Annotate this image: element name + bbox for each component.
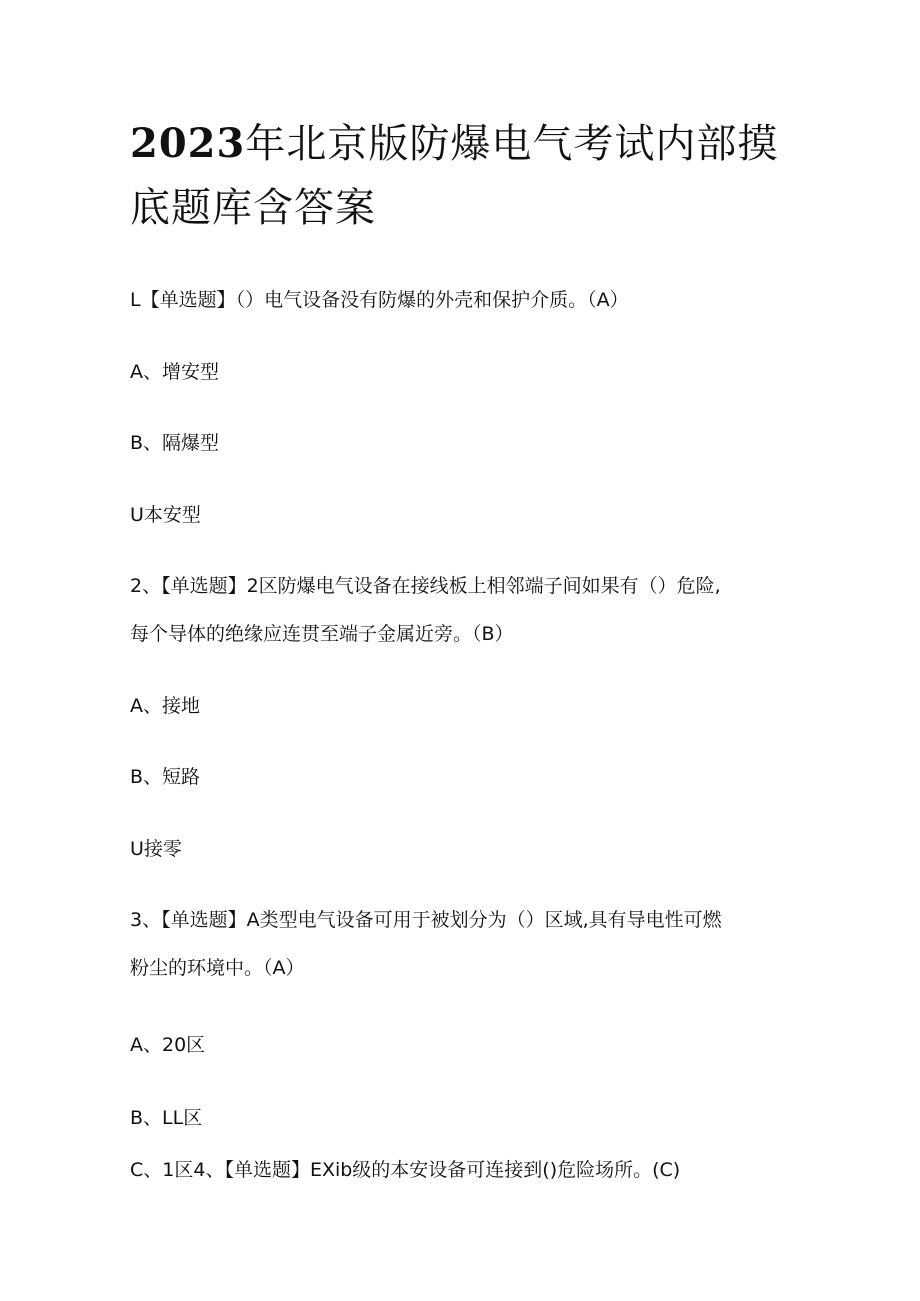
title-line2-text: 底题库含答案 <box>130 185 376 231</box>
question-1-option-b: B、隔爆型 <box>130 432 220 454</box>
question-2-option-c: U接零 <box>130 838 182 860</box>
document-title <box>130 112 810 240</box>
question-3-stem-line2: 粉尘的环境中。（A） <box>130 957 305 979</box>
question-3-option-a: A、20区 <box>130 1034 206 1056</box>
question-2-stem-line2: 每个导体的绝缘应连贯至端子金属近旁。（B） <box>130 623 514 645</box>
question-1-option-c: U本安型 <box>130 504 201 526</box>
question-2-stem-line1: 2、【单选题】2区防爆电气设备在接线板上相邻端子间如果有（）危险, <box>130 575 721 597</box>
question-3-stem-line1: 3、【单选题】A类型电气设备可用于被划分为（）区域,具有导电性可燃 <box>130 909 722 931</box>
question-2-option-b: B、短路 <box>130 766 201 788</box>
title-line1-text: 年北京版防爆电气考试内部摸 <box>245 121 779 167</box>
question-3-option-b: B、LL区 <box>130 1107 203 1129</box>
title-year: 2023 <box>130 120 246 167</box>
question-1-option-a: A、增安型 <box>130 361 219 383</box>
question-1-stem: L【单选题】（）电气设备没有防爆的外壳和保护介质。（A） <box>130 289 629 311</box>
question-2-option-a: A、接地 <box>130 695 200 717</box>
question-3-option-c-and-question-4-stem: C、1区4、【单选题】EXib级的本安设备可连接到()危险场所。(C) <box>130 1159 681 1181</box>
